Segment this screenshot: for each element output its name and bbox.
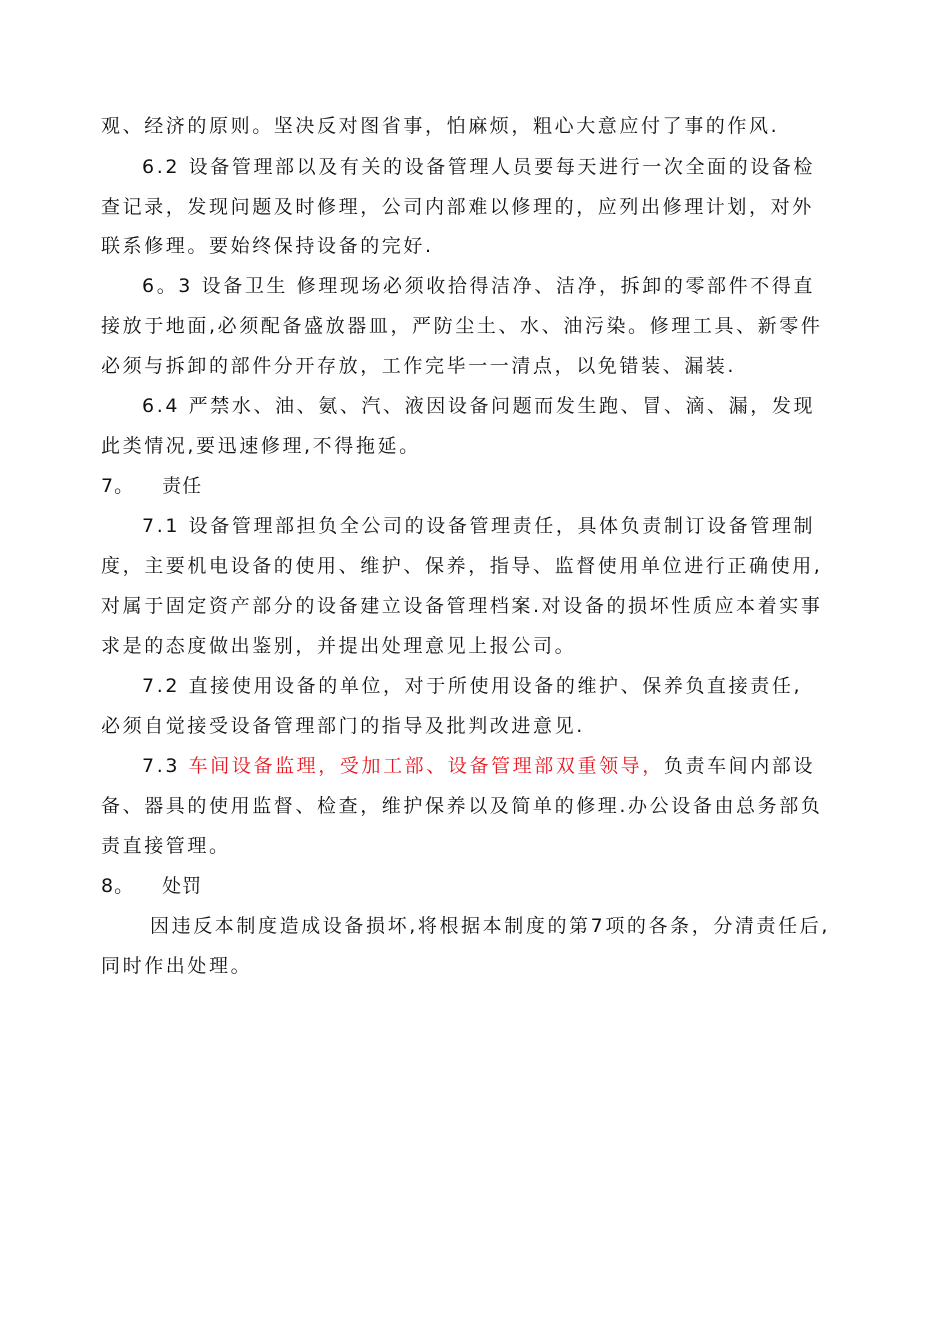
paragraph-line: 必须与拆卸的部件分开存放，工作完毕一一清点，以免错装、漏装.	[101, 355, 737, 377]
paragraph-line: 责直接管理。	[101, 835, 231, 857]
item-number: 7.3	[142, 755, 181, 777]
paragraph-line: 接放于地面,必须配备盛放器皿，严防尘土、水、油污染。修理工具、新零件	[101, 315, 823, 337]
paragraph-line: 此类情况,要迅速修理,不得拖延。	[101, 435, 421, 457]
section-number: 7。	[101, 475, 135, 497]
paragraph-line: 同时作出处理。	[101, 955, 253, 977]
section-heading-8	[101, 866, 202, 906]
paragraph-line: 7.2 直接使用设备的单位，对于所使用设备的维护、保养负直接责任,	[142, 675, 803, 697]
highlighted-text: 车间设备监理，受加工部、设备管理部双重领导，	[188, 755, 664, 777]
paragraph-line: 查记录，发现问题及时修理，公司内部难以修理的，应列出修理计划，对外	[101, 196, 814, 218]
paragraph-line: 备、器具的使用监督、检查，维护保养以及简单的修理.办公设备由总务部负	[101, 795, 823, 817]
paragraph-line: 求是的态度做出鉴别，并提出处理意见上报公司。	[101, 635, 577, 657]
paragraph-line: 观、经济的原则。坚决反对图省事，怕麻烦，粗心大意应付了事的作风.	[101, 115, 780, 137]
paragraph-line: 对属于固定资产部分的设备建立设备管理档案.对设备的损坏性质应本着实事	[101, 595, 823, 617]
paragraph-line: 必须自觉接受设备管理部门的指导及批判改进意见.	[101, 715, 585, 737]
item-7-3-line	[142, 746, 815, 786]
section-number: 8。	[101, 875, 135, 897]
section-title: 处罚	[162, 875, 203, 897]
section-heading-7	[101, 466, 202, 506]
paragraph-line: 6。3 设备卫生 修理现场必须收拾得洁净、洁净，拆卸的零部件不得直	[142, 275, 816, 297]
paragraph-line: 6.2 设备管理部以及有关的设备管理人员要每天进行一次全面的设备检	[142, 156, 816, 178]
paragraph-line: 6.4 严禁水、油、氨、汽、液因设备问题而发生跑、冒、滴、漏，发现	[142, 395, 816, 417]
paragraph-line: 联系修理。要始终保持设备的完好.	[101, 235, 434, 257]
paragraph-line: 因违反本制度造成设备损坏,将根据本制度的第7项的各条，分清责任后,	[150, 915, 830, 937]
item-text: 负责车间内部设	[663, 755, 816, 777]
section-title: 责任	[162, 475, 203, 497]
paragraph-line: 度，主要机电设备的使用、维护、保养，指导、监督使用单位进行正确使用,	[101, 555, 823, 577]
paragraph-line: 7.1 设备管理部担负全公司的设备管理责任，具体负责制订设备管理制	[142, 515, 816, 537]
